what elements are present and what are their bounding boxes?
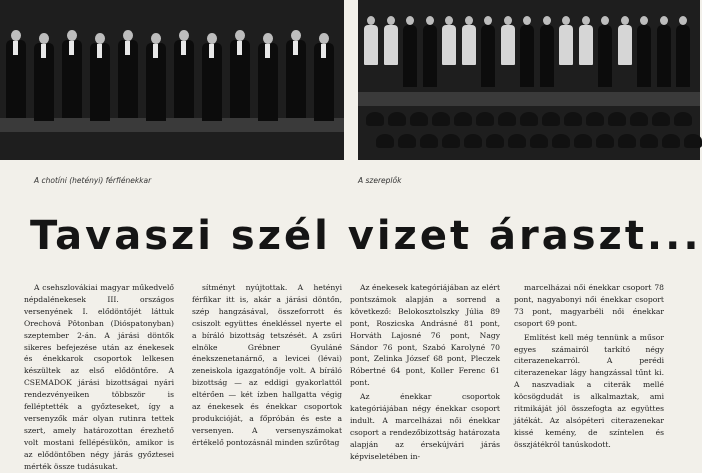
- caption-left: A chotíni (hetényi) férfiénekkar: [34, 176, 152, 185]
- paragraph: sítményt nyújtottak. A hetényi férfikar itt is, akár a járási döntőn, szép hangzásával, összeforrott és csiszolt együttes énekléssel nyerte el a bíráló bizottság tetszését. A zsűri elnöke Grébner Gyuláné énekszenetanárnő, a levicei (lévai) zeneiskola igazgatónője volt. A bíráló bizottság — az eddigi gyakorlattól eltérően — két ízben hallgatta végig az énekesek és énekkar csoportok produkcióját, a főpróbán és este a versenyen. A versenyszámokat értékelő pontozásnál minden szűrőtag: [192, 283, 342, 447]
- performer-head: [523, 16, 531, 25]
- performer-head: [387, 16, 395, 25]
- choir-member-head: [235, 30, 245, 41]
- audience-head: [542, 112, 560, 126]
- performer-figure: [403, 25, 417, 87]
- performer-figure: [423, 25, 437, 87]
- performer-figure: [481, 25, 495, 87]
- audience-head: [486, 134, 504, 148]
- choir-member-shirt: [237, 41, 242, 55]
- performer-head: [426, 16, 434, 25]
- performer-dress: [462, 25, 476, 65]
- performer-figure: [520, 25, 534, 87]
- choir-member-head: [151, 33, 161, 44]
- performer-figure: [676, 25, 690, 87]
- paragraph: Az énekesek kategóriájában az elért pontszámok alapján a sorrend a következő: Belokosztolszky Júlia 89 pont, Roszicska Andrásné 81 pont, Horváth Lajosné 76 pont, Nagy Sándor 76 pont, Szabó Karolyné 70 pont, Zelinka József 68 pont, Pleczek Róbertné 64 pont, Koller Ferenc 61 pont.: [350, 283, 500, 388]
- performer-head: [660, 16, 668, 25]
- audience-head: [530, 134, 548, 148]
- audience-head: [464, 134, 482, 148]
- performer-head: [640, 16, 648, 25]
- performer-head: [562, 16, 570, 25]
- audience-head: [608, 112, 626, 126]
- choir-member-head: [95, 33, 105, 44]
- choir-member-head: [67, 30, 77, 41]
- choir-member-shirt: [321, 44, 326, 58]
- audience-head: [552, 134, 570, 148]
- audience-head: [508, 134, 526, 148]
- performer-dress: [364, 25, 378, 65]
- article-column-3: [350, 282, 500, 461]
- choir-member-shirt: [97, 44, 102, 58]
- performer-dress: [501, 25, 515, 65]
- audience-head: [618, 134, 636, 148]
- photo-male-choir: [0, 0, 344, 160]
- audience-head: [640, 134, 658, 148]
- choir-member-head: [123, 30, 133, 41]
- paragraph: Említést kell még tennünk a műsor egyes számairól tarkító négy citerazenekarról. A perédi citerazenekar lágy hangzással tűnt ki. A naszvadiak a citerák mellé köcsögdudát is alkalmaztak, ami ritmikáját jól összefogta az együttes játékát. Az alsópéteri citerazenekar kissé kemény, de színtelen és összjátékról tanúskodott.: [514, 332, 664, 449]
- choir-member-shirt: [69, 41, 74, 55]
- choir-member-shirt: [13, 41, 18, 55]
- choir-member-head: [263, 33, 273, 44]
- performer-head: [484, 16, 492, 25]
- audience-head: [366, 112, 384, 126]
- performer-dress: [559, 25, 573, 65]
- performer-head: [621, 16, 629, 25]
- article-column-2: [192, 282, 342, 450]
- performer-dress: [618, 25, 632, 65]
- performer-head: [601, 16, 609, 25]
- performer-head: [406, 16, 414, 25]
- audience-head: [442, 134, 460, 148]
- headline: Tavaszi szél vizet áraszt...: [30, 213, 702, 259]
- performer-figure: [540, 25, 554, 87]
- audience-head: [498, 112, 516, 126]
- performer-head: [367, 16, 375, 25]
- audience-head: [376, 134, 394, 148]
- choir-member-shirt: [181, 41, 186, 55]
- audience-head: [574, 134, 592, 148]
- audience-head: [388, 112, 406, 126]
- audience-head: [596, 134, 614, 148]
- performer-head: [504, 16, 512, 25]
- performer-head: [679, 16, 687, 25]
- choir-member-head: [39, 33, 49, 44]
- performer-dress: [579, 25, 593, 65]
- performer-figure: [637, 25, 651, 87]
- performer-dress: [384, 25, 398, 65]
- article-column-1: [24, 282, 174, 471]
- photo-performers: [358, 0, 700, 160]
- audience-head: [652, 112, 670, 126]
- performer-head: [543, 16, 551, 25]
- choir-member-shirt: [265, 44, 270, 58]
- performer-head: [465, 16, 473, 25]
- audience-head: [432, 112, 450, 126]
- choir-member-head: [11, 30, 21, 41]
- paragraph: marcelházai női énekkar csoport 78 pont, nagyabonyi női énekkar csoport 73 pont, magyarbéli női énekkar csoport 69 pont.: [514, 283, 664, 328]
- performer-dress: [442, 25, 456, 65]
- audience-head: [630, 112, 648, 126]
- audience-head: [662, 134, 680, 148]
- stage-floor: [358, 92, 700, 106]
- audience-head: [476, 112, 494, 126]
- choir-member-shirt: [293, 41, 298, 55]
- audience-head: [564, 112, 582, 126]
- article-column-4: [514, 282, 664, 450]
- audience-head: [586, 112, 604, 126]
- performer-figure: [598, 25, 612, 87]
- choir-member-shirt: [41, 44, 46, 58]
- choir-member-head: [179, 30, 189, 41]
- audience-head: [398, 134, 416, 148]
- choir-member-shirt: [209, 44, 214, 58]
- audience-head: [684, 134, 702, 148]
- performer-head: [582, 16, 590, 25]
- audience-head: [420, 134, 438, 148]
- audience-head: [454, 112, 472, 126]
- caption-right: A szereplők: [358, 176, 402, 185]
- performer-figure: [657, 25, 671, 87]
- audience-head: [674, 112, 692, 126]
- paragraph: Az énekkar csoportok kategóriájában négy énekkar csoport indult. A marcelházai női énekkar csoport a rendezőbizottság határozata alapján az érsekújvári járás képviseletében in-: [350, 392, 500, 461]
- choir-member-head: [291, 30, 301, 41]
- audience-head: [410, 112, 428, 126]
- choir-member-shirt: [125, 41, 130, 55]
- performer-head: [445, 16, 453, 25]
- choir-member-head: [207, 33, 217, 44]
- choir-member-shirt: [153, 44, 158, 58]
- audience-head: [520, 112, 538, 126]
- paragraph: A csehszlovákiai magyar műkedvelő népdalénekesek III. országos versenyének I. elődöntőjét láttuk Orechová Pôtonban (Dióspatonyban) szeptember 2-án. A járási döntők sikeres befejezése után az énekesek és énekkarok csoportok lelkesen készültek az első elődöntőre. A CSEMADOK járási bizottságai nyári rendezvényeiken többször is felléptették a győzteseket, így a versenyzők már olyan rutinra tettek szert, amely határozottan érezhető volt mostani fellépésükön, amikor is az elődöntőben négy járás győztesei mérték össze tudásukat.: [24, 283, 174, 471]
- choir-member-head: [319, 33, 329, 44]
